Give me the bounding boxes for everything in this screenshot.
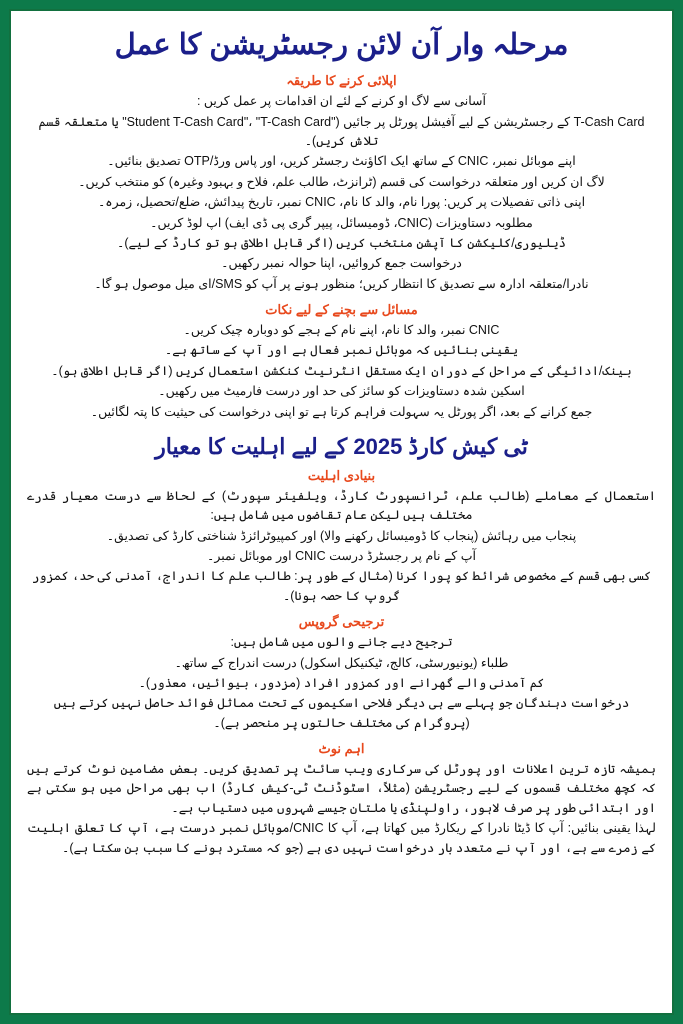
section-line: ہمیشہ تازہ ترین اعلانات اور پورٹل کی سرکاری ویب سائٹ پر تصدیق کریں۔ بعض مضامین نوٹ کرتے ہیں کہ کچھ مختلف قسموں کے لیے رجسٹریشن (مثلاً، اسٹوڈنٹ ٹی-کیش کارڈ) اب بھی مراحل میں ہو سکتی ہے اور ابتدائی طور پر صرف لاہور، راولپنڈی یا ملتان جیسے شہروں میں دستیاب ہے۔ (27, 762, 656, 815)
document-sheet (9, 9, 674, 1015)
page-title: مرحلہ وار آن لائن رجسٹریشن کا عمل (114, 29, 569, 61)
section-important-note (25, 741, 658, 858)
section-line: لاگ ان کریں اور متعلقہ درخواست کی قسم (ٹرانزٹ، طالب علم، فلاح و بہبود وغیرہ) کو منتخب کریں۔ (78, 174, 605, 189)
section-line: آسانی سے لاگ او کرنے کے لئے ان اقدامات پر عمل کریں : (196, 94, 487, 109)
section-line: اپنے موبائل نمبر، CNIC کے ساتھ ایک اکاؤنٹ رجسٹر کریں، اور پاس ورڈ/OTP تصدیق بنائیں۔ (107, 154, 576, 169)
section-line: اپنی ذاتی تفصیلات پر کریں: پورا نام، والد کا نام، CNIC نمبر، تاریخ پیدائش، ضلع/تحصیل، زمرہ۔ (97, 195, 586, 210)
section-line: بینک/ادائیگی کے مراحل کے دوران ایک مستقل انٹرنیٹ کنکشن استعمال کریں (اگر قابل اطلاق ہو)۔ (51, 363, 632, 378)
section-line: لہذا یقینی بنائیں: آپ کا ڈیٹا نادرا کے ریکارڈ میں کھاتا ہے، آپ کا CNIC/موبائل نمبر درست ہے، آپ کا تعلق اہلیت کے زمرے سے ہے، اور آپ نے متعدد بار درخواست نہیں دی ہے (جو کہ مسترد ہونے کا سبب بن سکتا ہے)۔ (27, 821, 656, 855)
section-line: T-Cash Card کے رجسٹریشن کے لیے آفیشل پورٹل پر جائیں ("Student T-Cash Card"، "T-Cash Card" یا متعلقہ قسم تلاش کریں)۔ (38, 114, 645, 148)
section-line: جمع کرانے کے بعد، اگر پورٹل یہ سہولت فراہم کرتا ہے تو اپنی درخواست کی حیثیت کا پتہ لگائیں۔ (90, 404, 593, 419)
section-line: کسی بھی قسم کے مخصوص شرائط کو پورا کرنا (مثال کے طور پر: طالب علم کا اندراج، آمدنی کی حد، کمزور گروپ کا حصہ ہونا)۔ (31, 569, 652, 603)
section-line: درخواست جمع کروائیں، اپنا حوالہ نمبر رکھیں۔ (221, 256, 462, 271)
section-line: طلباء (یونیورسٹی، کالج، ٹیکنیکل اسکول) درست اندراج کے ساتھ۔ (174, 655, 509, 670)
section-line: درخواست دہندگان جو پہلے سے ہی دیگر فلاحی اسکیموں کے تحت مماثل فوائد حاصل نہیں کرتے ہیں (پروگرام کی مختلف حالتوں پر منحصر ہے)۔ (53, 696, 630, 730)
section-line: پنجاب میں رہائش (پنجاب کا ڈومیسائل رکھنے والا) اور کمپیوٹرائزڈ شناختی کارڈ کی تصدیق۔ (106, 528, 577, 543)
section-line: ترجیح دیے جانے والوں میں شامل ہیں: (230, 635, 453, 650)
section-line: یقینی بنائیں کہ موبائل نمبر فعال ہے اور آپ کے ساتھ ہے۔ (164, 343, 519, 358)
section-heading-eligibility: ٹی کیش کارڈ 2025 کے لیے اہلیت کا معیار (155, 433, 528, 459)
section-priority-groups (25, 614, 658, 733)
section-line: مطلوبہ دستاویزات (CNIC، ڈومیسائل، پیپر گری پی ڈی ایف) اپ لوڈ کریں۔ (150, 215, 533, 230)
section-line: کم آمدنی والے گھرانے اور کمزور افراد (مزدور، بیوائیں، معذور)۔ (138, 675, 545, 690)
section-issues-tips (25, 302, 658, 422)
section-eligibility-title (25, 434, 658, 460)
section-line: نادرا/متعلقہ ادارہ سے تصدیق کا انتظار کریں؛ منظور ہونے پر آپ کو SMS/ای میل موصول ہو گا۔ (94, 276, 589, 291)
section-heading-issues-tips: مسائل سے بچنے کے لیے نکات (265, 302, 418, 317)
section-line: ڈیلیوری/کلیکشن کا آپشن منتخب کریں (اگر قابل اطلاق ہو تو کارڈ کے لیے)۔ (117, 235, 566, 250)
section-line: اسکین شدہ دستاویزات کو سائز کی حد اور درست فارمیٹ میں رکھیں۔ (158, 384, 525, 399)
section-heading-priority-groups: ترجیحی گروپس (298, 614, 385, 630)
section-apply-method (25, 73, 658, 294)
section-heading-basic-eligibility: بنیادی اہلیت (307, 467, 376, 483)
section-line: CNIC نمبر، والد کا نام، اپنے نام کے ہجے کو دوبارہ چیک کریں۔ (183, 323, 500, 337)
section-basic-eligibility (25, 468, 658, 606)
section-heading-important-note: اہم نوٹ (318, 741, 365, 756)
section-line: استعمال کے معاملے (طالب علم، ٹرانسپورٹ کارڈ، ویلفیئر سپورٹ) کے لحاظ سے درست معیار قدرے مختلف ہیں لیکن عام تقاضوں میں شامل ہیں: (27, 488, 656, 523)
section-line: آپ کے نام پر رجسٹرڈ درست CNIC اور موبائل نمبر۔ (207, 549, 476, 563)
section-heading-apply-method: اپلائی کرنے کا طریقہ (286, 73, 397, 89)
